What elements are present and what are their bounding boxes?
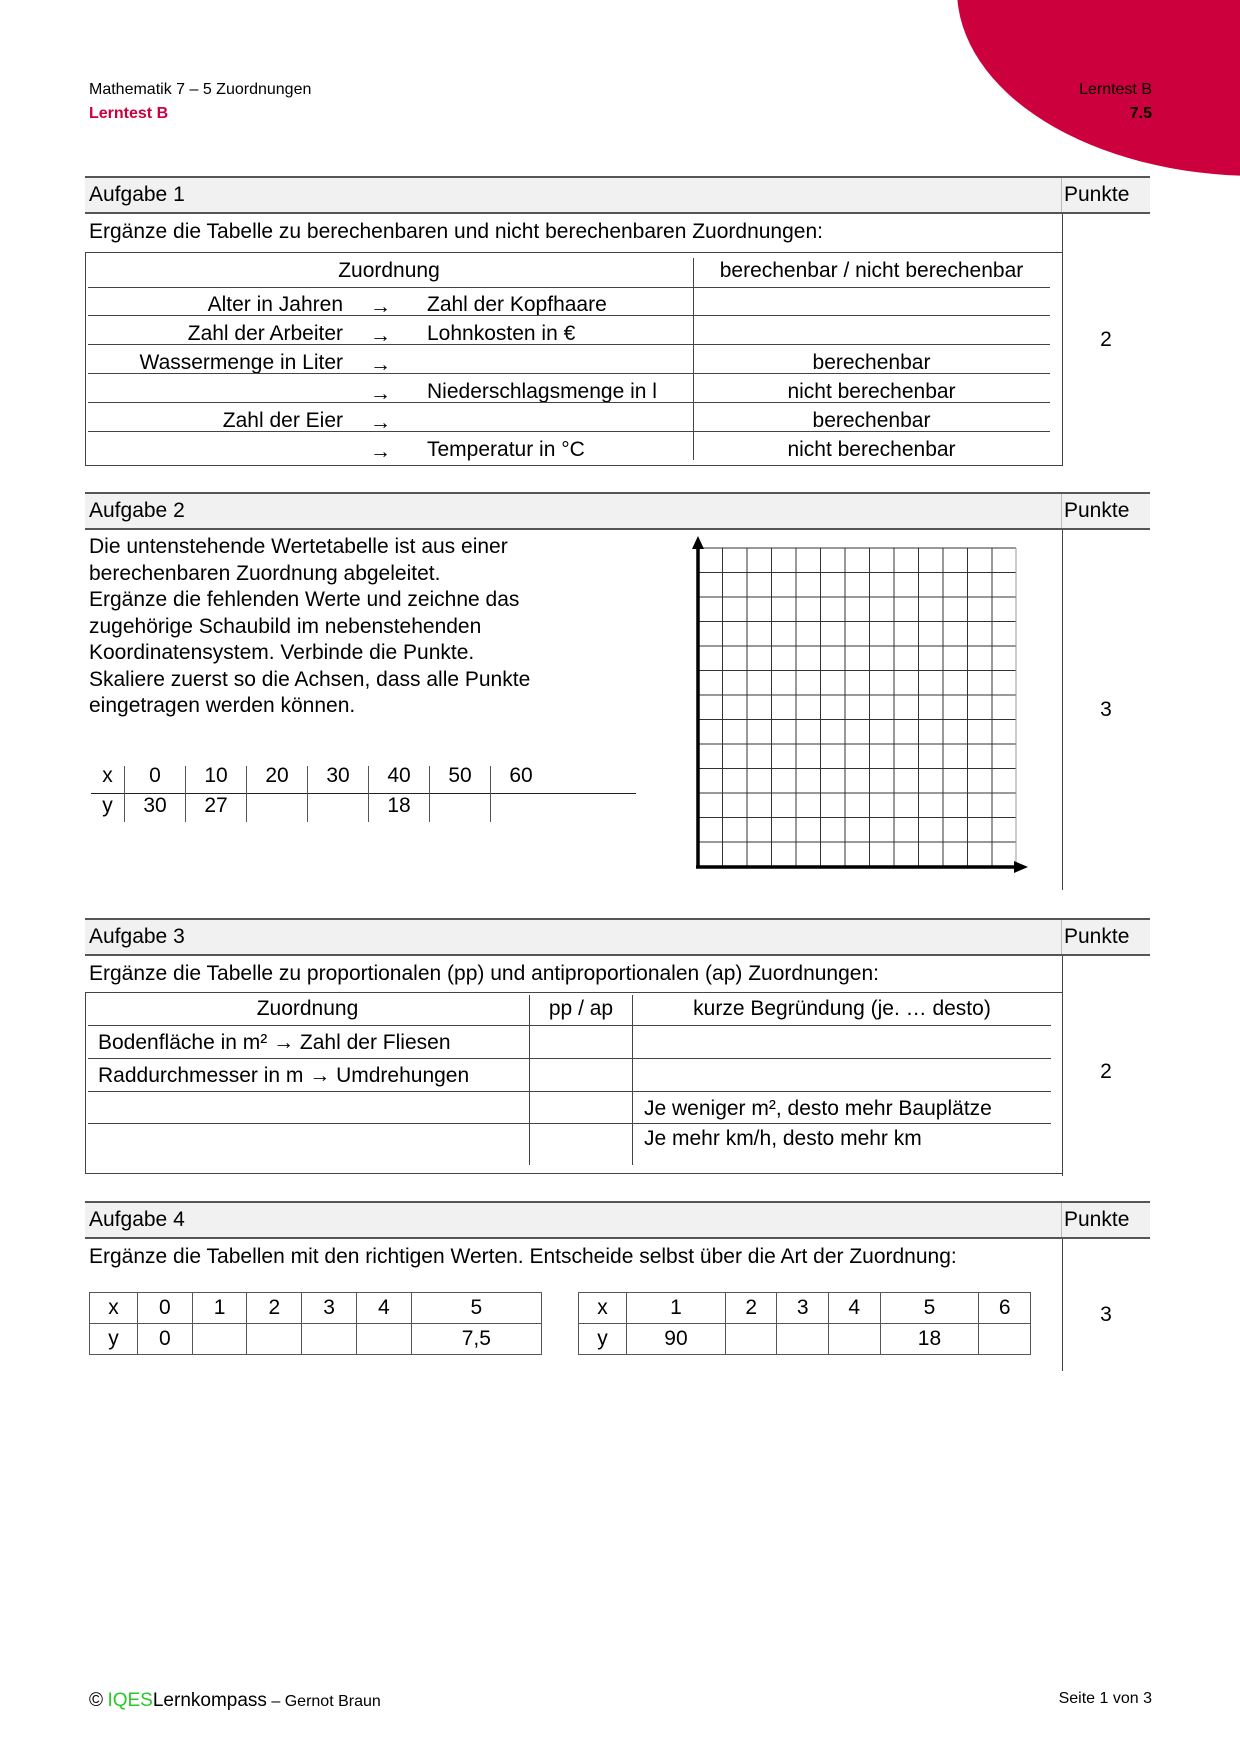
- y-cell: 7,5: [411, 1324, 541, 1355]
- header-divider: [1061, 178, 1062, 212]
- x-label: x: [90, 1293, 138, 1324]
- page-header-right: [1079, 78, 1152, 126]
- task-3: [85, 918, 1150, 1176]
- col-header-reason: kurze Begründung (je. … desto): [693, 997, 991, 1020]
- brand-lernkompass: Lernkompass: [152, 1690, 267, 1711]
- x-cell: 60: [509, 764, 533, 787]
- y-label: y: [90, 1324, 138, 1355]
- task-3-table: [85, 992, 1062, 1174]
- row-5-result: berechenbar: [812, 409, 931, 432]
- instruction-line: Die untenstehende Wertetabelle ist aus einer: [89, 535, 508, 558]
- x-cell: 4: [356, 1293, 411, 1324]
- arrow-icon: →: [370, 324, 391, 347]
- test-subtitle: Lerntest B: [89, 105, 169, 122]
- x-axis-arrow-icon: [696, 861, 1028, 873]
- x-cell: 10: [204, 764, 228, 787]
- row-1-right: Zahl der Kopfhaare: [427, 293, 607, 316]
- row-1-left: Alter in Jahren: [207, 293, 343, 316]
- row-3-left: Wassermenge in Liter: [139, 351, 343, 374]
- instruction-line: Koordinatensystem. Verbinde die Punkte.: [89, 641, 475, 664]
- task-1: [85, 176, 1150, 466]
- task-2-points: 3: [1100, 698, 1112, 721]
- task-1-body: [85, 214, 1150, 466]
- col-header-ppap: pp / ap: [548, 997, 614, 1020]
- page-header: [89, 78, 311, 126]
- task-2-body: [85, 530, 1150, 890]
- task-2-instructions: [89, 534, 530, 720]
- y-cell: 30: [143, 794, 167, 817]
- y-axis-arrow-icon: [692, 536, 704, 868]
- points-label: Punkte: [1064, 183, 1130, 206]
- arrow-icon: →: [370, 295, 391, 318]
- y-cell: 18: [387, 794, 411, 817]
- chapter-number: 7.5: [1129, 105, 1152, 122]
- course-title: Mathematik 7 – 5 Zuordnungen: [89, 81, 312, 98]
- row-divider: [88, 431, 1050, 432]
- x-label: x: [579, 1293, 627, 1324]
- x-label: x: [102, 764, 113, 787]
- col-header-result: berechenbar / nicht berechenbar: [719, 259, 1024, 282]
- x-cell: 40: [387, 764, 411, 787]
- x-cell: 30: [326, 764, 350, 787]
- task-2-title: Aufgabe 2: [89, 499, 185, 522]
- x-cell: 3: [777, 1293, 829, 1324]
- row-2-left: Zahl der Arbeiter: [187, 322, 343, 345]
- y-cell-empty[interactable]: [192, 1324, 247, 1355]
- task-4-header: [85, 1201, 1150, 1239]
- instruction-line: eingetragen werden können.: [89, 694, 356, 717]
- row-divider: [88, 287, 1050, 288]
- row-4-result: nicht berechenbar: [787, 380, 956, 403]
- task-2: [85, 492, 1150, 890]
- instruction-line: berechenbaren Zuordnung abgeleitet.: [89, 561, 441, 585]
- y-cell-empty[interactable]: [356, 1324, 411, 1355]
- x-cell: 2: [247, 1293, 302, 1324]
- page-number: Seite 1 von 3: [1058, 1690, 1152, 1707]
- points-label: Punkte: [1064, 925, 1130, 948]
- row-1-zuordnung: Bodenfläche in m² → Zahl der Fliesen: [98, 1031, 451, 1054]
- row-divider: [88, 1025, 1051, 1026]
- row-4-reason: Je mehr km/h, desto mehr km: [644, 1127, 922, 1150]
- row-divider: [88, 1091, 1051, 1092]
- header-divider: [1061, 494, 1062, 528]
- y-cell-empty[interactable]: [247, 1324, 302, 1355]
- row-divider: [88, 1058, 1051, 1059]
- y-cell-empty[interactable]: [725, 1324, 777, 1355]
- x-cell: 1: [192, 1293, 247, 1324]
- brand-iqes: IQES: [107, 1690, 153, 1711]
- row-divider: [88, 373, 1050, 374]
- instruction-line: Ergänze die fehlenden Werte und zeichne das: [89, 588, 520, 611]
- footer-copyright: [89, 1690, 381, 1712]
- x-cell: 0: [149, 764, 161, 787]
- row-2-right: Lohnkosten in €: [427, 322, 576, 345]
- y-cell: 18: [880, 1324, 979, 1355]
- points-label: Punkte: [1064, 1208, 1130, 1231]
- y-cell: 27: [204, 794, 228, 817]
- row-6-result: nicht berechenbar: [787, 438, 956, 461]
- value-table: [91, 764, 636, 824]
- task-4-points: 3: [1100, 1303, 1112, 1326]
- axes: [688, 536, 1033, 881]
- task-1-title: Aufgabe 1: [89, 183, 185, 206]
- points-label: Punkte: [1064, 499, 1130, 522]
- row-divider: [88, 402, 1050, 403]
- y-cell-empty[interactable]: [828, 1324, 880, 1355]
- col-header-zuordnung: Zuordnung: [256, 997, 359, 1020]
- task-4-body: [85, 1239, 1150, 1371]
- row-divider: [88, 315, 1050, 316]
- arrow-icon: →: [370, 382, 391, 405]
- row-divider: [88, 1123, 1051, 1124]
- author: – Gernot Braun: [271, 1693, 381, 1710]
- y-cell-empty[interactable]: [777, 1324, 829, 1355]
- x-cell: 2: [725, 1293, 777, 1324]
- y-cell-empty[interactable]: [302, 1324, 357, 1355]
- x-cell: 20: [265, 764, 289, 787]
- y-cell: 90: [627, 1324, 726, 1355]
- row-3-result: berechenbar: [812, 351, 931, 374]
- header-divider: [1061, 920, 1062, 954]
- x-cell: 50: [448, 764, 472, 787]
- instruction-line: zugehörige Schaubild im nebenstehenden: [89, 614, 482, 638]
- header-divider: [1061, 1203, 1062, 1237]
- row-6-right: Temperatur in °C: [427, 438, 585, 461]
- y-cell: 0: [138, 1324, 193, 1355]
- task-4: [85, 1201, 1150, 1371]
- task-1-header: [85, 176, 1150, 214]
- task-3-header: [85, 918, 1150, 956]
- task-1-table: [85, 252, 1062, 466]
- x-cell: 5: [880, 1293, 979, 1324]
- test-label: Lerntest B: [1079, 81, 1152, 98]
- y-cell-empty[interactable]: [979, 1324, 1031, 1355]
- task-2-header: [85, 492, 1150, 530]
- task-1-points: 2: [1100, 328, 1112, 351]
- task-3-points: 2: [1100, 1060, 1112, 1083]
- arrow-icon: →: [370, 353, 391, 376]
- arrow-icon: →: [370, 440, 391, 463]
- task-4-title: Aufgabe 4: [89, 1208, 185, 1231]
- y-label: y: [579, 1324, 627, 1355]
- row-5-left: Zahl der Eier: [222, 409, 343, 432]
- instruction-line: Skaliere zuerst so die Achsen, dass alle Punkte: [89, 667, 531, 691]
- x-cell: 0: [138, 1293, 193, 1324]
- task-1-intro: Ergänze die Tabelle zu berechenbaren und nicht berechenbaren Zuordnungen:: [89, 220, 823, 243]
- y-label: y: [102, 794, 113, 817]
- x-cell: 5: [411, 1293, 541, 1324]
- x-cell: 1: [627, 1293, 726, 1324]
- x-cell: 6: [979, 1293, 1031, 1324]
- row-divider: [88, 344, 1050, 345]
- row-4-right: Niederschlagsmenge in l: [427, 380, 657, 403]
- task-3-title: Aufgabe 3: [89, 925, 185, 948]
- task-3-body: [85, 956, 1150, 1176]
- value-table-b: [578, 1292, 1031, 1355]
- value-table-a: [89, 1292, 542, 1355]
- row-3-reason: Je weniger m², desto mehr Bauplätze: [644, 1097, 992, 1120]
- col-header-zuordnung: Zuordnung: [338, 259, 440, 282]
- x-cell: 3: [302, 1293, 357, 1324]
- task-3-intro: Ergänze die Tabelle zu proportionalen (pp) und antiproportionalen (ap) Zuordnungen:: [89, 962, 879, 985]
- task-4-intro: Ergänze die Tabellen mit den richtigen Werten. Entscheide selbst über die Art der Zuordnung:: [89, 1245, 957, 1268]
- copyright-icon: ©: [89, 1690, 103, 1711]
- row-2-zuordnung: Raddurchmesser in m → Umdrehungen: [98, 1064, 470, 1087]
- x-cell: 4: [828, 1293, 880, 1324]
- arrow-icon: →: [370, 411, 391, 434]
